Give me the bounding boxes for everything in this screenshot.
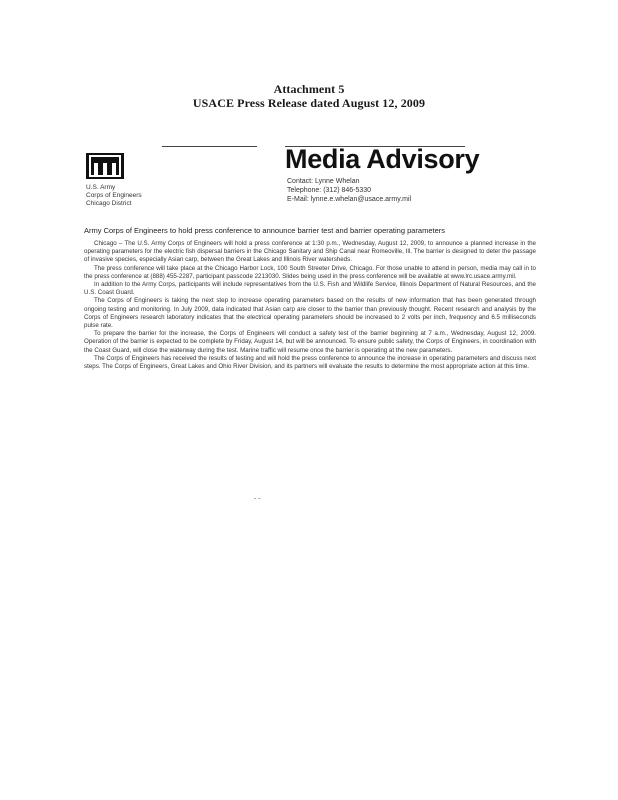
body-paragraph: The Corps of Engineers is taking the next step to increase operating parameters based on the results of new information that has been generated through ongoing testing and monitoring. In July 2009, data indicated that Asian carp are closer to the barrier than previously thought. Recent research and analysis by the Corps of Engineers research laboratory indicates that the electrical operating parameters should be increased to 2 volts per inch, frequency and 6.5 milliseconds pulse rate. — [84, 297, 536, 330]
contact-email: E-Mail: lynne.e.whelan@usace.army.mil — [287, 196, 412, 203]
org-line-3: Chicago District — [86, 200, 132, 207]
castle-icon — [86, 153, 124, 179]
media-advisory-title: Media Advisory — [285, 144, 480, 174]
body-paragraph: The press conference will take place at the Chicago Harbor Lock, 100 South Streeter Drive, Chicago. For those unable to attend in person, media may call in to the press conference at (888) 455-2287, participant passcode 2213030. Slides being used in the press conference will be available at www.lrc.usace.army.mil. — [84, 264, 536, 280]
contact-telephone: Telephone: (312) 846-5330 — [287, 187, 372, 194]
body-paragraph: In addition to the Army Corps, participants will include representatives from the U.S. Fish and Wildlife Service, Illinois Department of Natural Resources, and the U.S. Coast Guard. — [84, 281, 536, 297]
header-rule-left — [162, 146, 257, 147]
attachment-label: Attachment 5 — [273, 82, 345, 96]
press-headline: Army Corps of Engineers to hold press conference to announce barrier test and barrier operating parameters — [84, 226, 446, 235]
end-marker: - - — [254, 494, 261, 502]
org-line-1: U.S. Army — [86, 184, 116, 191]
org-line-2: Corps of Engineers — [86, 192, 142, 199]
document-subtitle: USACE Press Release dated August 12, 2009 — [192, 96, 426, 110]
press-body — [84, 240, 536, 371]
contact-name: Contact: Lynne Whelan — [287, 178, 360, 185]
body-paragraph: The Corps of Engineers has received the results of testing and will hold the press conference to announce the increase in operating parameters and discuss next steps. The Corps of Engineers, Great Lakes and Ohio River Division, and its partners will evaluate the results to determine the most appropriate action at this time. — [84, 354, 536, 371]
body-paragraph: Chicago – The U.S. Army Corps of Engineers will hold a press conference at 1:30 p.m., Wednesday, August 12, 2009, to announce a planned increase in the operating parameters for the electric fish dispersal barriers in the Chicago Sanitary and Ship Canal near Romeoville, Ill. The barrier is designed to deter the passage of invasive species, especially Asian carp, between the Great Lakes and Illinois River watersheds. — [84, 240, 536, 264]
body-paragraph: To prepare the barrier for the increase, the Corps of Engineers will conduct a safety test of the barrier beginning at 7 a.m., Wednesday, August 12, 2009. Operation of the barrier is expected to be complete by Friday, August 14, but will be announced. To ensure public safety, the Corps of Engineers, in coordination with the Coast Guard, will close the waterway during the test. Marine traffic will resume once the barrier is operating at the new parameters. — [84, 330, 536, 354]
